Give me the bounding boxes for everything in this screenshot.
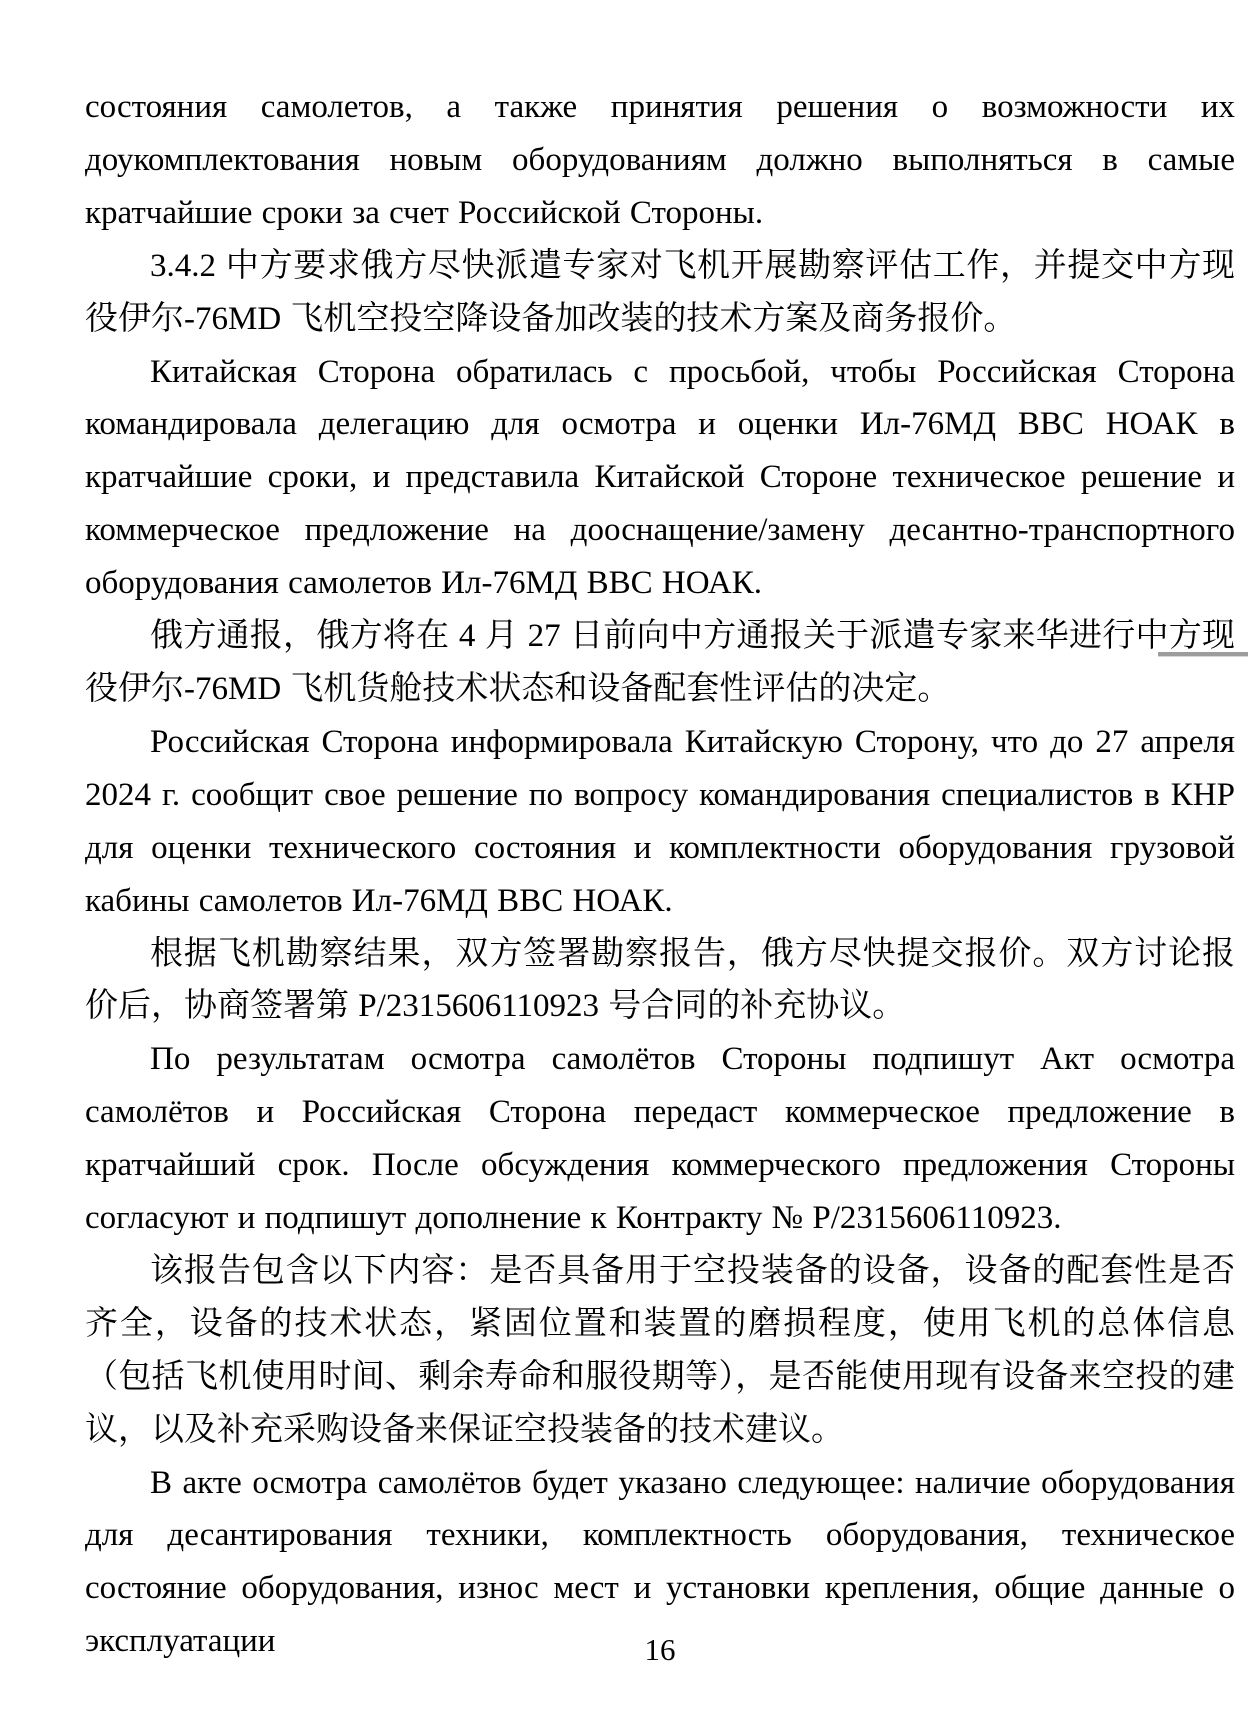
paragraph-ru-chinese-side-request: Китайская Сторона обратилась с просьбой, чтобы Российская Сторона командировала делегацию для осмотра и оценки Ил-76МД ВВС НОАК в кратчайшие сроки, и представила Китайской Стороне техническое решение и коммерческое предложение на дооснащение/замену десантно-транспортного оборудования самолетов Ил-76МД ВВС НОАК. [85,353,1235,602]
paragraph-ru-inspection-act: По результатам осмотра самолётов Стороны подпишут Акт осмотра самолётов и Российская Сторона передаст коммерческое предложение в кратчайший срок. После обсуждения коммерческого предложения Стороны согласуют и подпишут дополнение к Контракту № P/2315606110923. [85,1041,1235,1237]
paragraph-zh-survey-report: 根据飞机勘察结果，双方签署勘察报告，俄方尽快提交报价。双方讨论报价后，协商签署第 P/2315606110923 号合同的补充协议。 [85,935,1235,1025]
paragraph-ru-russian-side-informed: Российская Сторона информировала Китайскую Сторону, что до 27 апреля 2024 г. сообщит свое решение по вопросу командирования специалистов в КНР для оценки технического состояния и комплектности оборудования грузовой кабины самолетов Ил-76МД ВВС НОАК. [85,723,1235,919]
paragraph-ru-continuation: состояния самолетов, а также принятия решения о возможности их доукомплектования новым оборудованиям должно выполняться в самые кратчайшие сроки за счет Российской Стороны. [85,89,1235,231]
paragraph-zh-russian-side-notice: 俄方通报，俄方将在 4 月 27 日前向中方通报关于派遣专家来华进行中方现役伊尔-76MD 飞机货舱技术状态和设备配套性评估的决定。 [85,618,1235,707]
document-body [85,81,1235,1668]
paragraph-zh-report-contents: 该报告包含以下内容：是否具备用于空投装备的设备，设备的配套性是否齐全，设备的技术状态，紧固位置和装置的磨损程度，使用飞机的总体信息（包括飞机使用时间、剩余寿命和服役期等），是否能使用现有设备来空投的建议，以及补充采购设备来保证空投装备的技术建议。 [85,1252,1235,1448]
paragraph-zh-section-3-4-2: 3.4.2 中方要求俄方尽快派遣专家对飞机开展勘察评估工作，并提交中方现役伊尔-76MD 飞机空投空降设备加改装的技术方案及商务报价。 [85,247,1235,337]
paragraph-ru-act-contents: В акте осмотра самолётов будет указано следующее: наличие оборудования для десантирования техники, комплектность оборудования, техническое состояние оборудования, износ мест и установки крепления, общие данные о эксплуатации [85,1464,1235,1660]
page-number: 16 [644,1632,676,1667]
page-footer [85,1634,1235,1665]
